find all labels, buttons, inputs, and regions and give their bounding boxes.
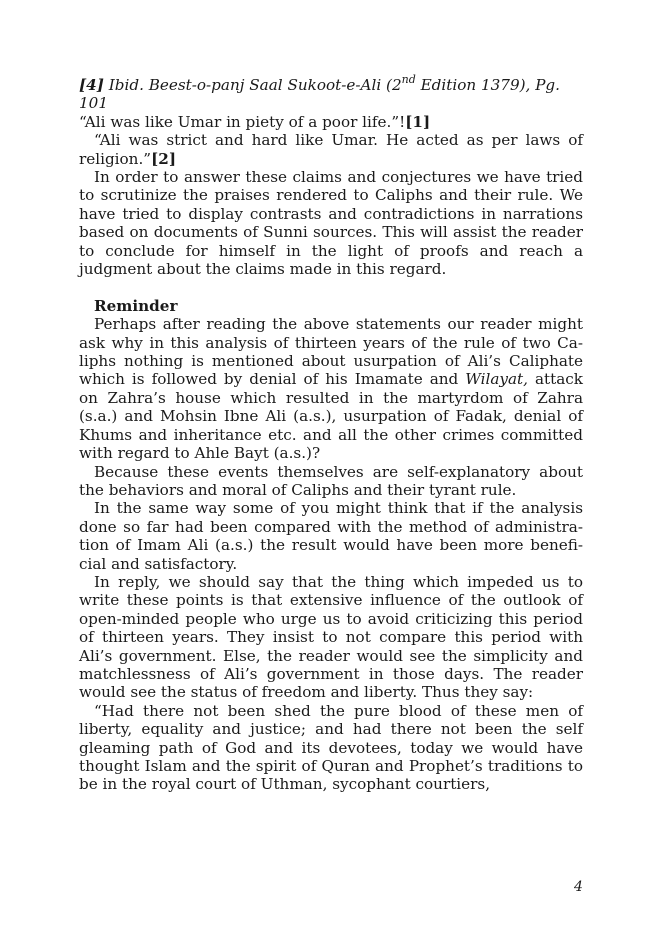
- footnote-4: [79, 72, 583, 113]
- paragraph: Because these events themselves are self-explanatory about the behaviors and moral of Caliphs and their tyrant rule.: [79, 462, 583, 499]
- paragraph-reminder: [79, 315, 583, 462]
- paragraph: “Had there not been shed the pure blood of these men of liberty, equality and justice; and had there not been the self gleaming path of God and its devotees, today we would have thought Islam and the spirit of Quran and Prophet’s traditions to be in the royal court of Uthman, sycophant courtiers,: [79, 701, 583, 794]
- section-heading: Reminder: [94, 296, 178, 315]
- paragraph: In the same way some of you might think that if the analysis done so far had been compared with the method of administration of Imam Ali (a.s.) the result would have been more beneficial and satisfactory.: [79, 499, 583, 573]
- paragraph-intro: In order to answer these claims and conjectures we have tried to scrutinize the praises rendered to Caliphs and their rule. We have tried to display contrasts and contradictions in narrations based on documents of Sunni sources. This will assist the reader to conclude for himself in the light of proofs and reach a judgment about the claims made in this regard.: [79, 168, 583, 279]
- reminder-italic: Wilayat,: [465, 370, 528, 389]
- quote-1-text: “Ali was like Umar in piety of a poor life.”!: [79, 112, 406, 131]
- footnote-ref-1[interactable]: [1]: [405, 112, 431, 131]
- footnote-text: Ibid. Beest-o-panj Saal Sukoot-e-Ali (2: [108, 76, 402, 94]
- footnote-ref-2[interactable]: [2]: [151, 149, 177, 168]
- quote-2-text: “Ali was strict and hard like Umar. He acted as per laws of religion.”: [79, 131, 583, 168]
- paragraph: In reply, we should say that the thing which impeded us to write these points is that extensive influence of the outlook of open-minded people who urge us to avoid criticizing this period of thirteen years. They insist to not compare this period with Ali’s government. Else, the reader would see the simplicity and matchlessness of Ali’s government in those days. The reader would see the status of freedom and liberty. Thus they say:: [79, 572, 583, 702]
- footnote-sup: nd: [401, 72, 416, 86]
- footnote-marker: [4]: [79, 76, 104, 94]
- quote-1: [79, 113, 583, 131]
- page-body: [79, 72, 583, 794]
- page-number: 4: [574, 879, 583, 895]
- reminder-text-end: attack on Zahra’s house which resulted in the martyrdom of Zahra (s.a.) and Mohsin Ibne Ali (a.s.), usurpation of Fadak, denial of Khums and inheritance etc. and all the other crimes committed with regard to Ahle Bayt (a.s.)?: [79, 370, 583, 463]
- reminder-text: Perhaps after reading the above statements our reader might ask why in this analysis of thirteen years of the rule of two Caliphs nothing is mentioned about usurpation of Ali’s Caliphate which is followed by denial of his Imamate and: [79, 315, 583, 389]
- footnote-text-end: Edition 1379), Pg. 101: [79, 76, 560, 113]
- quote-2: [79, 131, 583, 168]
